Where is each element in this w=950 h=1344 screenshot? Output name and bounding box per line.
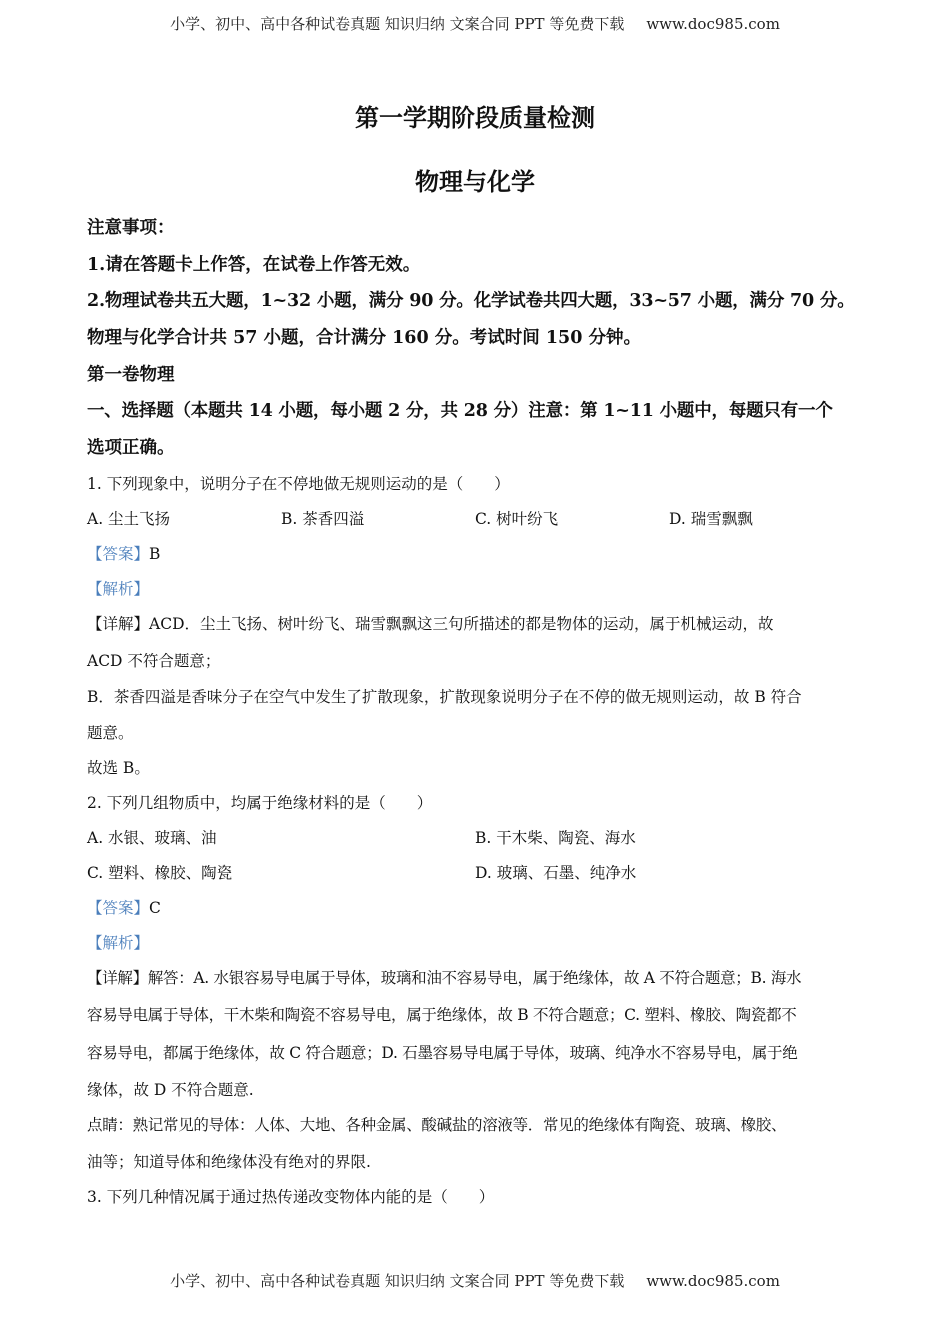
q2-analysis-label: 【解析】: [87, 934, 150, 952]
footer-text: 小学、初中、高中各种试卷真题 知识归纳 文案合同 PPT 等免费下载: [170, 1272, 625, 1290]
q2-detail-line-2: 容易导电属于导体，干木柴和陶瓷不容易导电，属于绝缘体，故 B 不符合题意；C. 塑料、橡胶、陶瓷都不: [87, 1006, 797, 1024]
q1-analysis-label: 【解析】: [87, 580, 150, 598]
q2-option-a: A. 水银、玻璃、油: [87, 829, 217, 847]
q2-answer-label: 【答案】: [87, 899, 150, 917]
q2-option-c: C. 塑料、橡胶、陶瓷: [87, 864, 233, 882]
q2-option-d: D. 玻璃、石墨、纯净水: [475, 864, 637, 882]
q2-detail-line-1: [87, 967, 867, 989]
q1-option-b: B. 茶香四溢: [281, 510, 365, 528]
notes-item-2-line-2: 物理与化学合计共 57 小题，合计满分 160 分。考试时间 150 分钟。: [87, 328, 641, 348]
header-text: 小学、初中、高中各种试卷真题 知识归纳 文案合同 PPT 等免费下载: [170, 15, 625, 33]
q2-detail-label: 【详解】: [87, 969, 148, 987]
notes-item-1: 1.请在答题卡上作答，在试卷上作答无效。: [87, 255, 421, 275]
notes-item-2-line-1: 2.物理试卷共五大题，1~32 小题，满分 90 分。化学试卷共四大题，33~57 小题，满分 70 分。: [87, 291, 855, 311]
q1-detail-line-2: ACD 不符合题意；: [87, 652, 221, 670]
q1-detail-label: 【详解】: [87, 615, 150, 633]
q2-tip-line-1: 点睛：熟记常见的导体：人体、大地、各种金属、酸碱盐的溶液等．常见的绝缘体有陶瓷、玻璃、橡胶、: [87, 1116, 787, 1134]
exam-subtitle: 物理与化学: [415, 167, 535, 196]
q2-answer-value: C: [149, 899, 161, 917]
q1-option-a: A. 尘土飞扬: [87, 510, 171, 528]
q1-detail-text-1: ACD．尘土飞扬、树叶纷飞、瑞雪飘飘这三句所描述的都是物体的运动，属于机械运动，故: [149, 615, 774, 633]
part1-heading-line-1: 一、选择题（本题共 14 小题，每小题 2 分，共 28 分）注意：第 1~11 小题中，每题只有一个: [87, 401, 833, 421]
q1-option-c: C. 树叶纷飞: [475, 510, 559, 528]
q1-detail-line-4: 题意。: [87, 724, 134, 742]
q1-answer-value: B: [149, 545, 161, 563]
header-url[interactable]: www.doc985.com: [646, 15, 780, 33]
q2-detail-line-3: 容易导电，都属于绝缘体，故 C 符合题意；D. 石墨容易导电属于导体，玻璃、纯净水不容易导电，属于绝: [87, 1044, 798, 1062]
notes-heading: 注意事项：: [87, 218, 175, 238]
volume-heading: 第一卷物理: [87, 365, 175, 385]
q1-answer: [87, 543, 867, 565]
q2-answer: [87, 897, 867, 919]
exam-title: 第一学期阶段质量检测: [355, 103, 595, 132]
q1-detail-line-5: 故选 B。: [87, 759, 150, 777]
q2-option-b: B. 干木柴、陶瓷、海水: [475, 829, 636, 847]
page-header: [0, 13, 950, 34]
q1-option-d: D. 瑞雪飘飘: [669, 510, 753, 528]
q2-detail-line-4: 缘体，故 D 不符合题意.: [87, 1081, 254, 1099]
page-footer: [0, 1270, 950, 1291]
q1-detail-line-1: [87, 613, 867, 635]
q2-detail-text-1: 解答：A. 水银容易导电属于导体，玻璃和油不容易导电，属于绝缘体，故 A 不符合题意；B. 海水: [147, 969, 802, 987]
q2-stem: 2. 下列几组物质中，均属于绝缘材料的是（ ）: [87, 794, 433, 812]
q1-answer-label: 【答案】: [87, 545, 150, 563]
q1-detail-line-3: B．茶香四溢是香味分子在空气中发生了扩散现象，扩散现象说明分子在不停的做无规则运动，故 B 符合: [87, 688, 802, 706]
part1-heading-line-2: 选项正确。: [87, 438, 175, 458]
q2-tip-line-2: 油等；知道导体和绝缘体没有绝对的界限.: [87, 1153, 371, 1171]
footer-url[interactable]: www.doc985.com: [646, 1272, 780, 1290]
q1-stem: 1. 下列现象中，说明分子在不停地做无规则运动的是（ ）: [87, 475, 510, 493]
q3-stem: 3. 下列几种情况属于通过热传递改变物体内能的是（ ）: [87, 1188, 495, 1206]
